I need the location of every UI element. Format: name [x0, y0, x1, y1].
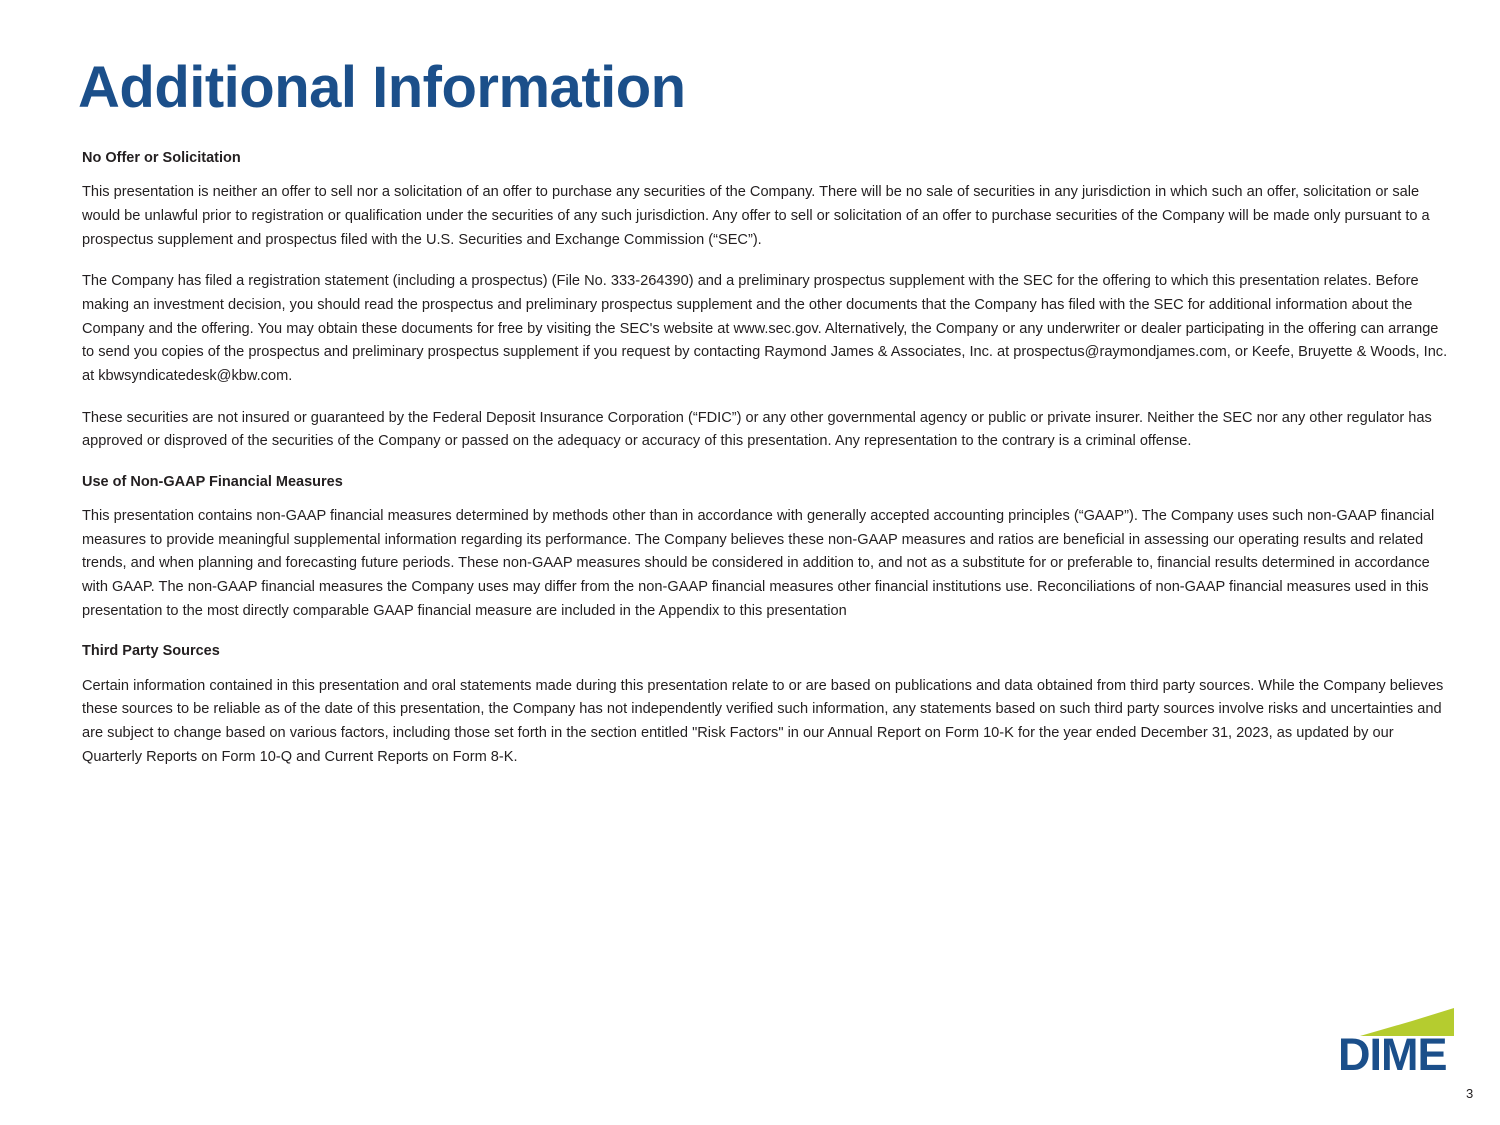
section-paragraph: The Company has filed a registration statement (including a prospectus) (File No. 333-264390) and a preliminary prospectus supplement with the SEC for the offering to which this presentation relates. Before making an investment decision, you should read the prospectus and preliminary prospectus supplement and the other documents that the Company has filed with the SEC for additional information about the Company and the offering. You may obtain these documents for free by visiting the SEC's website at www.sec.gov. Alternatively, the Company or any underwriter or dealer participating in the offering can arrange to send you copies of the prospectus and preliminary prospectus supplement if you request by contacting Raymond James & Associates, Inc. at prospectus@raymondjames.com, or Keefe, Bruyette & Woods, Inc. at kbwsyndicatedesk@kbw.com.: [82, 273, 1448, 384]
section-heading: Third Party Sources: [82, 643, 220, 660]
logo-wordmark: DIME: [1338, 1029, 1447, 1080]
slide-body: [82, 150, 1450, 787]
section-use-of-non-gaap-financial-measures: [82, 474, 1450, 624]
section-no-offer-or-solicitation: [82, 150, 1450, 454]
section-paragraph: This presentation is neither an offer to sell nor a solicitation of an offer to purchase any securities of the Company. There will be no sale of securities in any jurisdiction in which such an offer, solicitation or sale would be unlawful prior to registration or qualification under the securities of any such jurisdiction. Any offer to sell or solicitation of an offer to purchase securities of the Company will be made only pursuant to a prospectus supplement and prospectus filed with the U.S. Securities and Exchange Commission (“SEC”).: [82, 184, 1430, 248]
section-third-party-sources: [82, 643, 1450, 769]
section-heading: No Offer or Solicitation: [82, 150, 241, 166]
dime-logo: [1338, 1008, 1456, 1080]
section-heading: Use of Non-GAAP Financial Measures: [82, 473, 343, 490]
page-number: 3: [1466, 1086, 1474, 1101]
page-title: Additional Information: [78, 55, 686, 120]
section-paragraph: Certain information contained in this presentation and oral statements made during this presentation relate to or are based on publications and data obtained from third party sources. While the Company believes these sources to be reliable as of the date of this presentation, the Company has not independently verified such information, any statements based on such third party sources involve risks and uncertainties and are subject to change based on various factors, including those set forth in the section entitled "Risk Factors" in our Annual Report on Form 10-K for the year ended December 31, 2023, as updated by our Quarterly Reports on Form 10-Q and Current Reports on Form 8-K.: [82, 677, 1444, 765]
section-paragraph: These securities are not insured or guaranteed by the Federal Deposit Insurance Corporation (“FDIC”) or any other governmental agency or public or private insurer. Neither the SEC nor any other regulator has approved or disproved of the securities of the Company or passed on the adequacy or accuracy of this presentation. Any representation to the contrary is a criminal offense.: [82, 409, 1432, 450]
section-paragraph: This presentation contains non-GAAP financial measures determined by methods other than in accordance with generally accepted accounting principles (“GAAP”). The Company uses such non-GAAP financial measures to provide meaningful supplemental information regarding its performance. The Company believes these non-GAAP measures and ratios are beneficial in assessing our operating results and related trends, and when planning and forecasting future periods. These non-GAAP measures should be considered in addition to, and not as a substitute for or preferable to, financial results determined in accordance with GAAP. The non-GAAP financial measures the Company uses may differ from the non-GAAP financial measures other financial institutions use. Reconciliations of non-GAAP financial measures used in this presentation to the most directly comparable GAAP financial measure are included in the Appendix to this presentation: [82, 508, 1435, 619]
